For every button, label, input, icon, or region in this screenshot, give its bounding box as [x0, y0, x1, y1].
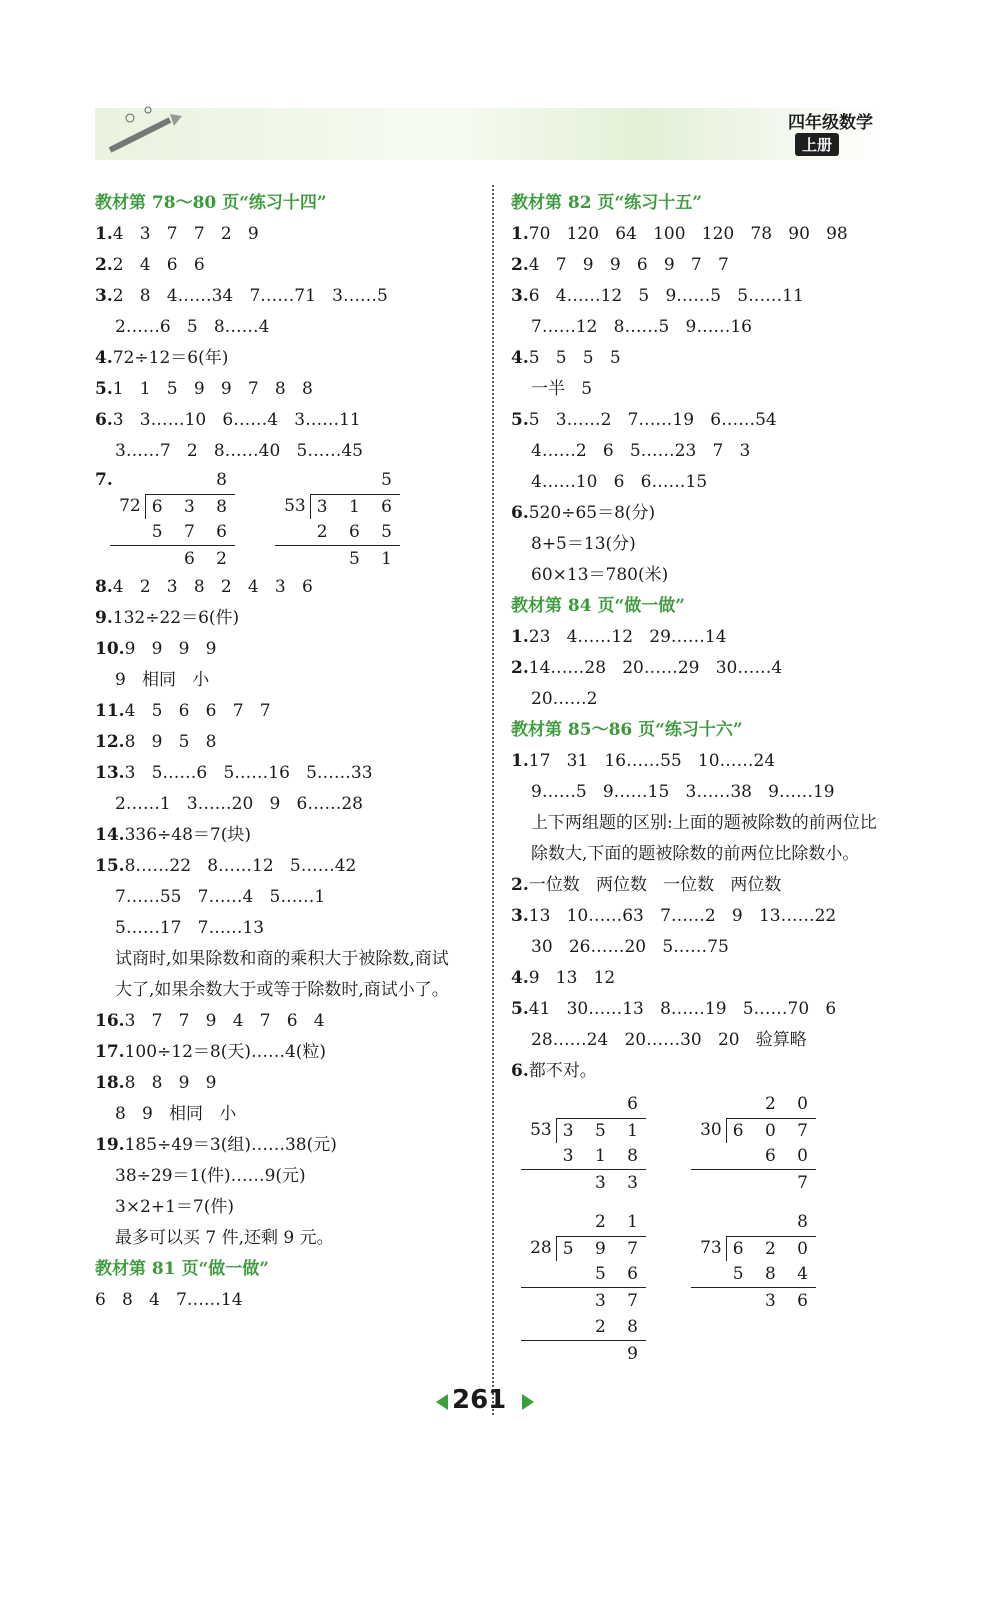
answer-line: 17.100÷12＝8(天)……4(粒) [95, 1042, 327, 1062]
answer-line: 14.336÷48＝7(块) [95, 825, 251, 845]
answer-line: 最多可以买 7 件,还剩 9 元。 [115, 1228, 334, 1248]
section-title: 教材第 81 页“做一做” [95, 1259, 270, 1279]
answer-line: 18.8 8 9 9 [95, 1073, 217, 1093]
answer-line: 8 9 相同 小 [115, 1104, 237, 1124]
answer-line: 6.520÷65＝8(分) [511, 503, 656, 523]
answer-line: 2.一位数 两位数 一位数 两位数 [511, 875, 782, 895]
right-column [511, 188, 891, 1364]
answer-line: 6.3 3……10 6……4 3……11 [95, 410, 361, 430]
answer-line: 38÷29＝1(件)……9(元) [115, 1166, 306, 1186]
header-banner [95, 108, 885, 160]
answer-line: 13.3 5……6 5……16 5……33 [95, 763, 373, 783]
answer-line: 7……55 7……4 5……1 [115, 887, 326, 907]
long-division: 5 53 3 1 6 2 6 5 5 1 [275, 467, 400, 572]
answer-line: 9……5 9……15 3……38 9……19 [531, 782, 835, 802]
answer-line: 15.8……22 8……12 5……42 [95, 856, 357, 876]
left-column [95, 188, 490, 1316]
answer-line: 5……17 7……13 [115, 918, 265, 938]
answer-line: 2.4 7 9 9 6 9 7 7 [511, 255, 729, 275]
grade-label: 四年级数学 [788, 113, 873, 133]
answer-line: 11.4 5 6 6 7 7 [95, 701, 271, 721]
answer-line: 8.4 2 3 8 2 4 3 6 [95, 577, 313, 597]
section-title: 教材第 78～80 页“练习十四” [95, 193, 327, 213]
answer-line: 3.13 10……63 7……2 9 13……22 [511, 906, 837, 926]
long-division: 2 1 28 5 9 7 5 6 3 7 2 8 9 [521, 1209, 646, 1367]
section-title: 教材第 82 页“练习十五” [511, 193, 703, 213]
answer-line: 12.8 9 5 8 [95, 732, 217, 752]
long-division: 8 72 6 3 8 5 7 6 6 2 [110, 467, 235, 572]
long-division-group [511, 1091, 891, 1209]
section-title: 教材第 84 页“做一做” [511, 596, 686, 616]
answer-line: 20……2 [531, 689, 598, 709]
arrow-right-icon [522, 1394, 534, 1410]
answer-line: 60×13＝780(米) [531, 565, 669, 585]
answer-paragraph: 试商时,如果除数和商的乘积大于被除数,商试大了,如果余数大于或等于除数时,商试小了。 [115, 949, 449, 1000]
answer-line: 3×2+1＝7(件) [115, 1197, 235, 1217]
answer-line: 3.2 8 4……34 7……71 3……5 [95, 286, 388, 306]
answer-line: 16.3 7 7 9 4 7 6 4 [95, 1011, 325, 1031]
pencil-icon [100, 100, 190, 160]
section-title: 教材第 85～86 页“练习十六” [511, 720, 743, 740]
page-number: 261 [452, 1385, 507, 1415]
answer-line: 5.41 30……13 8……19 5……70 6 [511, 999, 837, 1019]
long-division: 6 53 3 5 1 3 1 8 3 3 [521, 1091, 646, 1196]
arrow-left-icon [436, 1394, 448, 1410]
column-divider [492, 185, 494, 1415]
answer-paragraph: 上下两组题的区别:上面的题被除数的前两位比除数大,下面的题被除数的前两位比除数小。 [531, 813, 877, 864]
answer-line: 4.5 5 5 5 [511, 348, 621, 368]
answer-line: 10.9 9 9 9 [95, 639, 217, 659]
answer-line: 2……6 5 8……4 [115, 317, 270, 337]
answer-line: 1.70 120 64 100 120 78 90 98 [511, 224, 848, 244]
long-division-group [511, 1209, 891, 1364]
answer-line: 1.17 31 16……55 10……24 [511, 751, 776, 771]
answer-line: 2.2 4 6 6 [95, 255, 205, 275]
answer-line: 4.72÷12＝6(年) [95, 348, 229, 368]
answer-line: 3……7 2 8……40 5……45 [115, 441, 363, 461]
volume-badge: 上册 [795, 133, 839, 156]
answer-line: 9.132÷22＝6(件) [95, 608, 240, 628]
answer-line: 4……10 6 6……15 [531, 472, 708, 492]
answer-line: 一半 5 [531, 379, 593, 399]
answer-line: 5.1 1 5 9 9 7 8 8 [95, 379, 313, 399]
answer-line: 4.9 13 12 [511, 968, 616, 988]
answer-line: 7……12 8……5 9……16 [531, 317, 752, 337]
answer-line: 4……2 6 5……23 7 3 [531, 441, 751, 461]
answer-line: 6 8 4 7……14 [95, 1290, 243, 1310]
long-division: 2 0 30 6 0 7 6 0 7 [691, 1091, 816, 1196]
answer-line: 5.5 3……2 7……19 6……54 [511, 410, 777, 430]
answer-line: 30 26……20 5……75 [531, 937, 729, 957]
answer-line: 2……1 3……20 9 6……28 [115, 794, 363, 814]
answer-line: 28……24 20……30 20 验算略 [531, 1030, 807, 1050]
answer-line: 2.14……28 20……29 30……4 [511, 658, 783, 678]
answer-line: 6.都不对。 [511, 1061, 597, 1081]
answer-line: 8+5＝13(分) [531, 534, 636, 554]
answer-line: 1.4 3 7 7 2 9 [95, 224, 259, 244]
long-division-group: 7. 8 72 6 3 8 5 7 6 6 2 5 53 3 1 6 2 6 5 5 1 [95, 467, 490, 572]
answer-line: 3.6 4……12 5 9……5 5……11 [511, 286, 804, 306]
answer-line: 19.185÷49＝3(组)……38(元) [95, 1135, 337, 1155]
long-division: 8 73 6 2 0 5 8 4 3 6 [691, 1209, 816, 1367]
answer-line: 9 相同 小 [115, 670, 210, 690]
answer-line: 1.23 4……12 29……14 [511, 627, 727, 647]
